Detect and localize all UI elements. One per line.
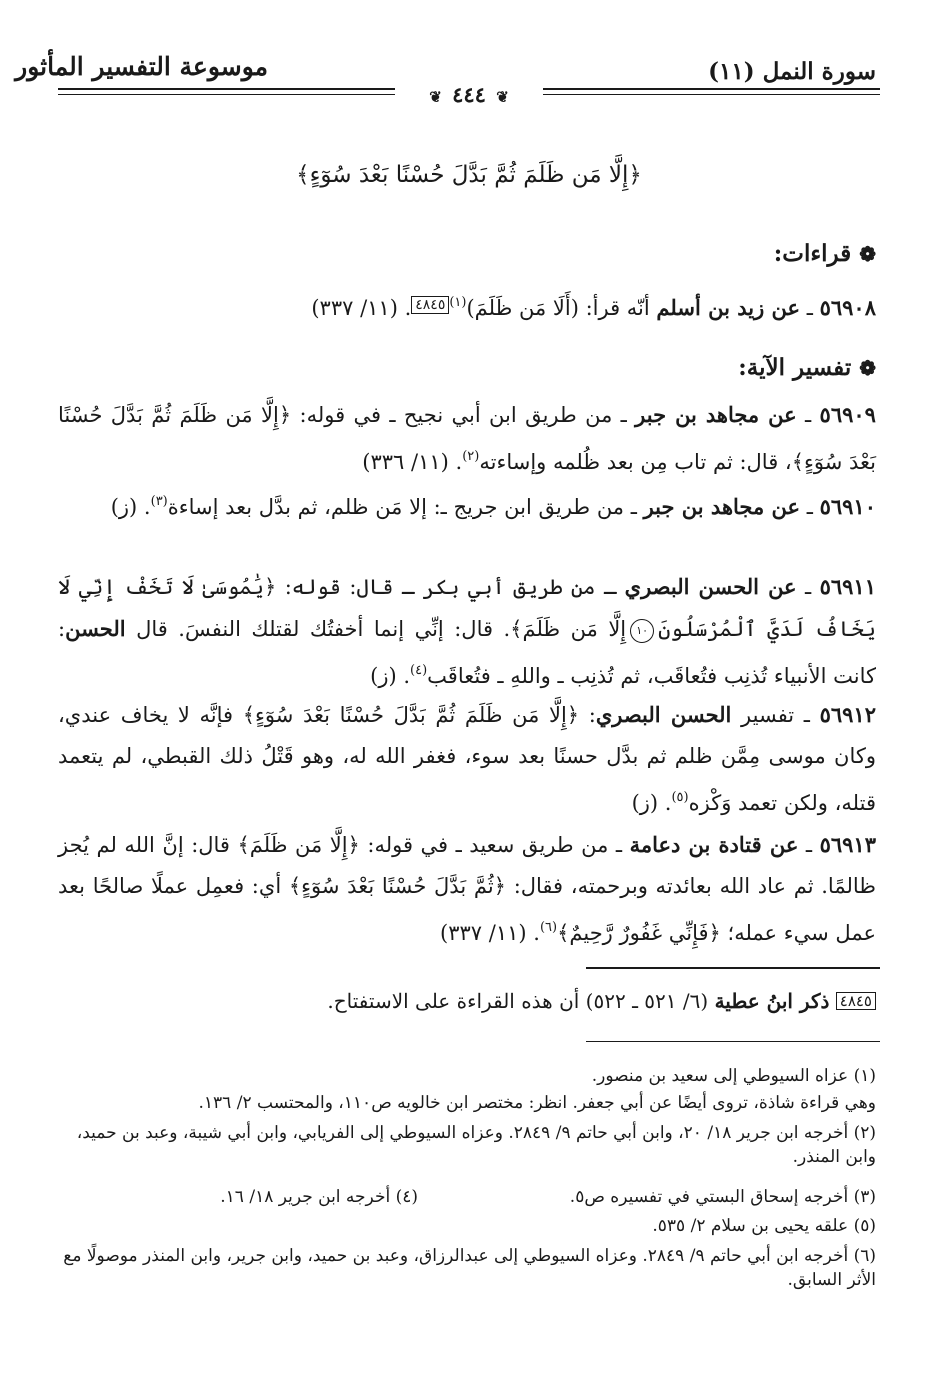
section-title-tafsir: ❁تفسير الآية:	[738, 354, 876, 381]
scholar-note: ٤٨٤٥ ذكر ابنُ عطية (٦/ ٥٢١ ـ ٥٢٢) أن هذه القراءة على الاستفتاح.	[58, 986, 876, 1016]
footnote-separator	[586, 1041, 880, 1042]
ornament-icon: ❦	[496, 88, 509, 106]
entry-56908: ٥٦٩٠٨ ـ عن زيد بن أسلم أنّه قرأ: (أَلَا مَن ظَلَمَ)$^{(١)}$٤٨٤٥. (١١/ ٣٣٧)	[311, 295, 876, 320]
entry-56912: ٥٦٩١٢ ـ تفسير الحسن البصري: ﴿إِلَّا مَن ظَلَمَ ثُمَّ بَدَّلَ حُسْنًا بَعْدَ سُوٓءٍ﴾ فإنَّه لا يخاف عندي، وكان موسى مِمَّن ظلم ثم بدَّل حسنًا بعد سوء، فغفر الله له، وهو قَتْلُ ذلك القبطي، لم يتعمد قتله، ولكن تعمد وَكْزه$^{(٥)}$. (ز)	[58, 702, 876, 815]
flower-icon: ❁	[859, 356, 876, 380]
verse-heading: ﴿إِلَّا مَن ظَلَمَ ثُمَّ بَدَّلَ حُسْنًا بَعْدَ سُوٓءٍ﴾	[296, 162, 642, 188]
footnote-6: (٦) أخرجه ابن أبي حاتم ٩/ ٢٨٤٩. وعزاه السيوطي إلى عبدالرزاق، وعبد بن حميد، وابن جرير، وابن المنذر موصولًا مع الأثر السابق.	[63, 1246, 876, 1290]
flower-icon: ❁	[859, 242, 876, 266]
entry-56909: ٥٦٩٠٩ ـ عن مجاهد بن جبر ـ من طريق ابن أبي نجيح ـ في قوله: ﴿إِلَّا مَن ظَلَمَ ثُمَّ بَدَّلَ حُسْنًا بَعْدَ سُوٓءٍ﴾، قال: ثم تاب مِن بعد ظُلمه وإساءته$^{(٢)}$. (١١/ ٣٣٦)	[58, 402, 876, 474]
footnote-3: (٣) أخرجه إسحاق البستي في تفسيره ص٥.	[569, 1187, 876, 1207]
ayah-number-marker: ١٠	[630, 619, 654, 643]
entry-56910: ٥٦٩١٠ ـ عن مجاهد بن جبر ـ من طريق ابن جريج ـ: إلا مَن ظلم، ثم بدَّل بعد إساءة$^{(٣)}$. (ز)	[110, 494, 876, 519]
page-number: ٤٤٤	[452, 82, 486, 107]
footnote-4: (٤) أخرجه ابن جرير ١٨/ ١٦.	[220, 1187, 418, 1207]
ornament-icon: ❦	[429, 88, 442, 106]
footnote-2: (٢) أخرجه ابن جرير ١٨/ ٢٠، وابن أبي حاتم ٩/ ٢٨٤٩. وعزاه السيوطي إلى الفريابي، وابن أبي شيبة، وعبد بن حميد، وابن المنذر.	[76, 1123, 876, 1167]
footnote-1-continued: وهي قراءة شاذة، تروى أيضًا عن أبي جعفر. انظر: مختصر ابن خالويه ص١١٠، والمحتسب ٢/ ١٣٦.	[198, 1093, 876, 1113]
comment-box-number: ٤٨٤٥	[411, 296, 449, 314]
footnote-5: (٥) علقه يحيى بن سلام ٢/ ٥٣٥.	[652, 1216, 876, 1236]
entry-56911: ٥٦٩١١ ـ عن الحسن البصري ـ من طريق أبي بكر ـ قال: قوله: ﴿يَٰمُوسَىٰ لَا تَخَفْ إِنِّي لَا يَخَافُ لَدَيَّ ٱلْمُرْسَلُونَ١٠إِلَّا مَن ظَلَمَ﴾. قال: إنِّي إنما أخفتُك لقتلك النفسَ. قال الحسن: كانت الأنبياء تُذنِب فتُعاقَب، ثم تُذنِب ـ واللهِ ـ فتُعاقَب$^{(٤)}$. (ز)	[58, 574, 876, 688]
entry-56913: ٥٦٩١٣ ـ عن قتادة بن دعامة ـ من طريق سعيد ـ في قوله: ﴿إِلَّا مَن ظَلَمَ﴾ قال: إنَّ الله لم يُجز ظالمًا. ثم عاد الله بعائدته وبرحمته، فقال: ﴿ثُمَّ بَدَّلَ حُسْنًا بَعْدَ سُوٓءٍ﴾ أي: فعمِل عملًا صالحًا بعد عمل سيء عمله؛ ﴿فَإِنِّي غَفُورٌ رَّحِيمٌ﴾$^{(٦)}$. (١١/ ٣٣٧)	[58, 832, 876, 945]
surah-title: سورة النمل (١١)	[708, 58, 876, 85]
page-number-box	[395, 82, 543, 108]
section-title-qiraat: ❁قراءات:	[773, 240, 876, 267]
book-title: موسوعة التفسير المأثور	[15, 52, 268, 81]
comment-box-number: ٤٨٤٥	[836, 992, 876, 1010]
separator-rule	[586, 967, 880, 969]
footnote-1: (١) عزاه السيوطي إلى سعيد بن منصور.	[591, 1066, 876, 1086]
